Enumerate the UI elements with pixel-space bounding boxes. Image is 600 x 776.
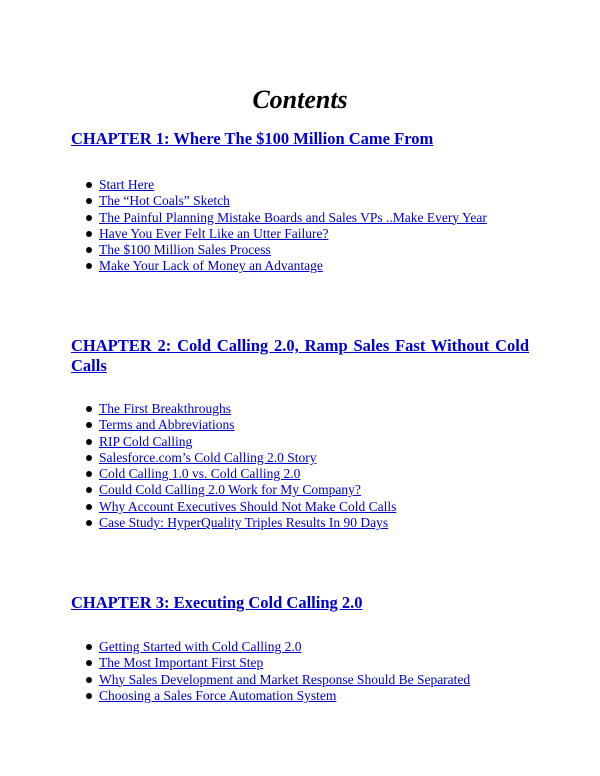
list-item — [0, 688, 470, 704]
section-link[interactable]: RIP Cold Calling — [99, 433, 193, 449]
list-item — [0, 193, 487, 209]
section-link[interactable]: Make Your Lack of Money an Advantage — [99, 258, 323, 274]
section-link[interactable]: Salesforce.com’s Cold Calling 2.0 Story — [99, 449, 317, 465]
bullet-icon — [86, 471, 92, 477]
list-item — [0, 258, 487, 274]
section-link[interactable]: Could Cold Calling 2.0 Work for My Company? — [99, 482, 361, 498]
list-item — [0, 401, 396, 417]
page-title: Contents — [252, 85, 348, 114]
bullet-icon — [86, 182, 92, 188]
section-link[interactable]: The $100 Million Sales Process — [99, 242, 271, 258]
section-link[interactable]: Have You Ever Felt Like an Utter Failure? — [99, 225, 329, 241]
list-item — [0, 226, 487, 242]
section-link[interactable]: The First Breakthroughs — [99, 401, 231, 416]
section-link[interactable]: Case Study: HyperQuality Triples Results In 90 Days — [99, 515, 389, 531]
chapter-2-heading-link[interactable]: CHAPTER 2: Cold Calling 2.0, Ramp Sales Fast Without Cold Calls — [71, 336, 529, 375]
list-item — [0, 515, 396, 531]
bullet-icon — [86, 504, 92, 510]
section-link[interactable]: Why Account Executives Should Not Make Cold Calls — [99, 498, 397, 514]
bullet-icon — [86, 644, 92, 650]
bullet-icon — [86, 439, 92, 445]
list-item — [0, 499, 396, 515]
section-link[interactable]: The “Hot Coals” Sketch — [99, 193, 230, 209]
section-link[interactable]: Start Here — [99, 177, 155, 192]
list-item — [0, 672, 470, 688]
chapter-3-section-list — [0, 639, 470, 704]
bullet-icon — [86, 215, 92, 221]
bullet-icon — [86, 231, 92, 237]
bullet-icon — [86, 263, 92, 269]
section-link[interactable]: Getting Started with Cold Calling 2.0 — [99, 639, 302, 654]
chapter-2-section-list — [0, 401, 396, 531]
bullet-icon — [86, 198, 92, 204]
bullet-icon — [86, 660, 92, 666]
bullet-icon — [86, 693, 92, 699]
chapter-3-heading-link[interactable]: CHAPTER 3: Executing Cold Calling 2.0 — [71, 593, 363, 612]
bullet-icon — [86, 455, 92, 461]
section-link[interactable]: Cold Calling 1.0 vs. Cold Calling 2.0 — [99, 466, 301, 482]
section-link[interactable]: Why Sales Development and Market Response Should Be Separated — [99, 671, 471, 687]
section-link[interactable]: Choosing a Sales Force Automation System — [99, 687, 337, 703]
section-link[interactable]: The Most Important First Step — [99, 655, 264, 671]
bullet-icon — [86, 247, 92, 253]
list-item — [0, 655, 470, 671]
section-link[interactable]: Terms and Abbreviations — [99, 417, 235, 433]
list-item — [0, 210, 487, 226]
chapter-1-section-list — [0, 177, 487, 275]
section-link[interactable]: The Painful Planning Mistake Boards and Sales VPs ..Make Every Year — [99, 209, 487, 225]
bullet-icon — [86, 520, 92, 526]
list-item — [0, 434, 396, 450]
list-item — [0, 417, 396, 433]
list-item — [0, 466, 396, 482]
chapter-1-heading-link[interactable]: CHAPTER 1: Where The $100 Million Came From — [71, 129, 434, 148]
list-item — [0, 482, 396, 498]
list-item — [0, 639, 470, 655]
list-item — [0, 242, 487, 258]
bullet-icon — [86, 487, 92, 493]
bullet-icon — [86, 422, 92, 428]
bullet-icon — [86, 406, 92, 412]
list-item — [0, 177, 487, 193]
bullet-icon — [86, 677, 92, 683]
list-item — [0, 450, 396, 466]
